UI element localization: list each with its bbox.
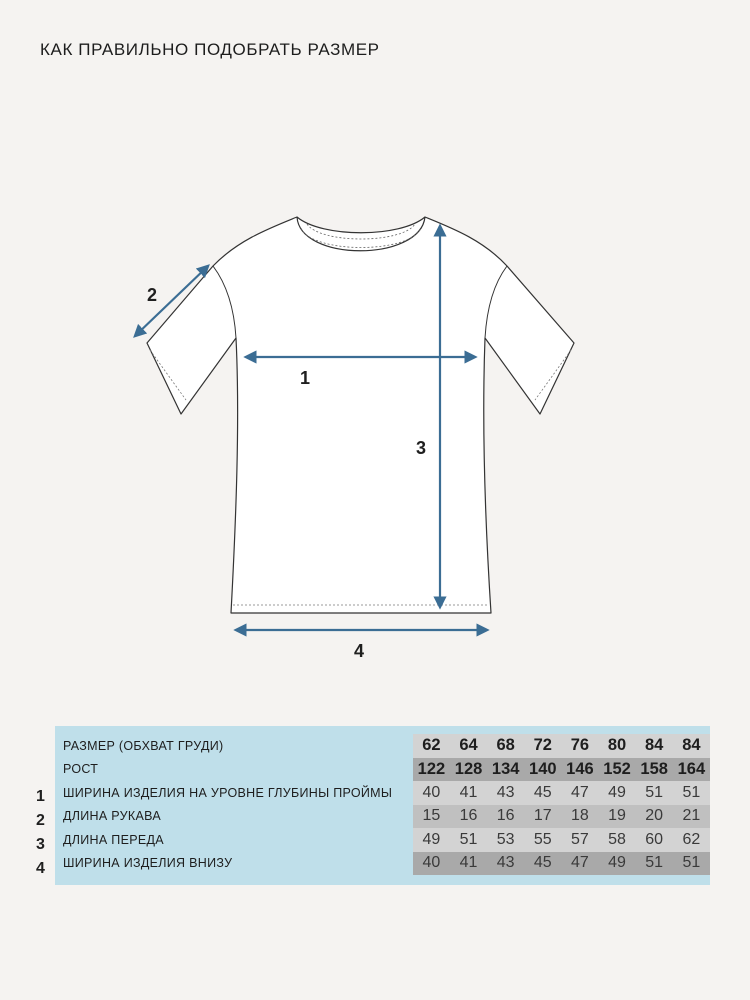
row-number: 2 — [36, 812, 45, 829]
table-cell: 15 — [413, 805, 450, 829]
table-cell: 47 — [561, 781, 598, 805]
table-cell: 64 — [450, 734, 487, 758]
table-cell: 41 — [450, 781, 487, 805]
table-cell: 146 — [561, 758, 598, 782]
table-cell: 45 — [524, 781, 561, 805]
table-cell: 158 — [636, 758, 673, 782]
table-cell: 128 — [450, 758, 487, 782]
table-cell: 17 — [524, 805, 561, 829]
row-label: ШИРИНА ИЗДЕЛИЯ НА УРОВНЕ ГЛУБИНЫ ПРОЙМЫ — [63, 785, 393, 800]
table-cell: 43 — [487, 781, 524, 805]
table-cell: 60 — [636, 828, 673, 852]
table-cell: 164 — [673, 758, 710, 782]
table-cell: 43 — [487, 852, 524, 876]
table-cell: 72 — [524, 734, 561, 758]
row-label: РАЗМЕР (ОБХВАТ ГРУДИ) — [63, 738, 224, 753]
table-row-size — [55, 734, 710, 758]
table-cell: 51 — [673, 852, 710, 876]
table-cell: 40 — [413, 852, 450, 876]
table-row-front-length — [55, 828, 710, 852]
row-number: 4 — [36, 860, 45, 877]
table-cell: 40 — [413, 781, 450, 805]
table-row-height — [55, 758, 710, 782]
table-cell: 84 — [636, 734, 673, 758]
table-row-sleeve-length — [55, 805, 710, 829]
size-table-band — [55, 726, 710, 885]
table-cell: 20 — [636, 805, 673, 829]
tshirt-outline — [147, 217, 574, 613]
table-cell: 62 — [413, 734, 450, 758]
table-cell: 16 — [450, 805, 487, 829]
table-cell: 49 — [599, 781, 636, 805]
row-number: 1 — [36, 788, 45, 805]
table-cell: 122 — [413, 758, 450, 782]
dimension-label-2: 2 — [147, 285, 158, 305]
table-cell: 19 — [599, 805, 636, 829]
row-label: РОСТ — [63, 762, 99, 777]
table-cell: 76 — [561, 734, 598, 758]
table-cell: 68 — [487, 734, 524, 758]
table-cell: 53 — [487, 828, 524, 852]
table-row-chest-width — [55, 781, 710, 805]
table-cell: 16 — [487, 805, 524, 829]
dimension-label-4: 4 — [354, 641, 365, 661]
row-label: ДЛИНА РУКАВА — [63, 809, 161, 824]
table-cell: 57 — [561, 828, 598, 852]
table-cell: 58 — [599, 828, 636, 852]
table-cell: 18 — [561, 805, 598, 829]
table-cell: 21 — [673, 805, 710, 829]
table-cell: 45 — [524, 852, 561, 876]
table-cell: 84 — [673, 734, 710, 758]
table-cell: 51 — [450, 828, 487, 852]
table-cell: 41 — [450, 852, 487, 876]
table-cell: 49 — [599, 852, 636, 876]
table-cell: 47 — [561, 852, 598, 876]
size-table — [55, 734, 710, 875]
table-cell: 51 — [636, 781, 673, 805]
row-label: ШИРИНА ИЗДЕЛИЯ ВНИЗУ — [63, 856, 233, 871]
table-cell: 152 — [599, 758, 636, 782]
table-cell: 51 — [673, 781, 710, 805]
table-cell: 134 — [487, 758, 524, 782]
table-cell: 80 — [599, 734, 636, 758]
row-number: 3 — [36, 836, 45, 853]
table-cell: 140 — [524, 758, 561, 782]
table-row-bottom-width — [55, 852, 710, 876]
page-title: КАК ПРАВИЛЬНО ПОДОБРАТЬ РАЗМЕР — [40, 40, 380, 59]
table-cell: 51 — [636, 852, 673, 876]
dimension-label-3: 3 — [416, 438, 427, 458]
row-label: ДЛИНА ПЕРЕДА — [63, 832, 164, 847]
dimension-label-1: 1 — [300, 368, 311, 388]
table-cell: 62 — [673, 828, 710, 852]
table-cell: 55 — [524, 828, 561, 852]
table-cell: 49 — [413, 828, 450, 852]
